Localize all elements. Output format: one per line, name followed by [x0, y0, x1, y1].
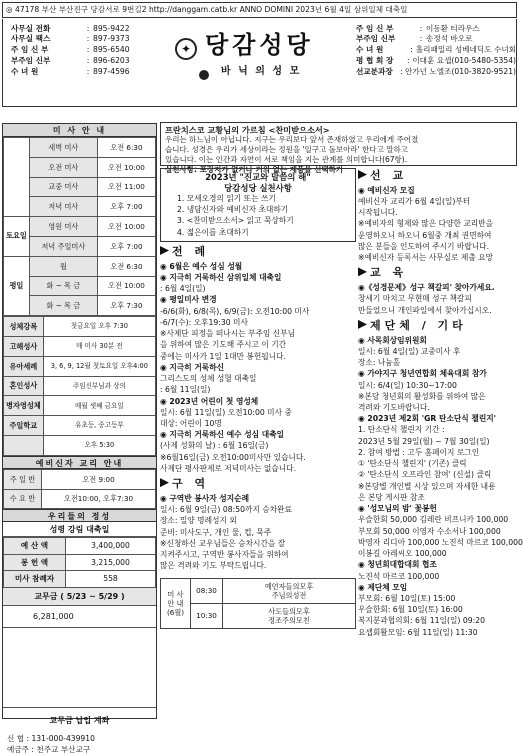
sacrament-value: 3, 6, 9, 12월 첫토요일 오후4:00: [43, 356, 155, 376]
group-line: 은 본당 게시판 참조: [358, 492, 425, 502]
liturgy-line: 중에는 미사가 1일 1대만 봉헌됩니다.: [160, 351, 286, 361]
info-colon: :: [86, 23, 90, 33]
group-line: 일시: 6월 4일(일) 교중미사 후: [358, 346, 461, 356]
mass-row: [4, 256, 156, 276]
sacrament-name: 주일학교: [4, 416, 44, 436]
group-line: 복지분과협의회: 6월 11일(일) 09:20: [358, 616, 486, 626]
liturgy-line: ※6월16일(금) 오전10:00미사만 있습니다.: [160, 452, 306, 462]
district-line: ◉ 구역반 봉사자 성지순례: [160, 493, 249, 503]
year-subtitle: 당감성당 실천사항: [224, 182, 292, 193]
sacrament-row: [4, 435, 156, 455]
info-row: [356, 34, 516, 45]
catechumen-row: [4, 489, 156, 509]
group-line: 요셉회활모임: 6월 11일(일) 11:30: [358, 627, 478, 637]
catechumen-time: 오전 9:00: [42, 469, 156, 489]
info-row: [356, 66, 516, 77]
mass-name: 저녁 미사: [29, 197, 97, 217]
group-line: ① '탄소단식 챌린지' (기존) 클릭: [358, 459, 467, 469]
mission-line: 많은 분들을 인도하여 주시기 바랍니다.: [358, 241, 490, 251]
seal-icon: ✦: [175, 38, 197, 60]
mission-line: ※예비신자 등록서는 사무실로 제출 요망: [358, 253, 494, 263]
pope-teaching-line: 우리는 하느님이 아닙니다. 지구는 우리보다 앞서 존재하였고 우리에게 주어졌: [165, 135, 419, 145]
sacrament-value: 유초등, 중고등부: [43, 416, 155, 436]
info-row: [356, 45, 516, 56]
group-line: 우슬한회 50,000 김레란 비프니카 100,000: [358, 515, 509, 525]
group-line: 2023년 5월 29일(월) ~ 7월 30일(일): [358, 436, 490, 446]
mass-name: 화 ~ 목 금: [29, 276, 97, 296]
play-icon: [160, 246, 169, 255]
offering-row: [4, 554, 156, 570]
mission-line: 시작됩니다.: [358, 208, 398, 218]
catechumen-title: 예비신자 교리 안내: [3, 456, 156, 469]
info-row: [11, 66, 159, 77]
group-line: ② '탄소단식 오프라인 참여' (신설) 클릭: [358, 470, 492, 480]
offering-label: 미사 참례자: [4, 571, 66, 587]
schedule-time: 08:30: [191, 578, 223, 603]
offering-row: [4, 538, 156, 554]
group-line: ◉ 청년회대합대회 협조: [358, 560, 437, 570]
mass-time: 오전 11:00: [97, 177, 155, 197]
sacrament-value: 오후 5:30: [43, 435, 155, 455]
mass-time: 오후 7:30: [97, 296, 155, 316]
info-colon: :: [86, 56, 90, 66]
liturgy-heading: 전 례: [160, 245, 356, 259]
district-line: 지켜주시고, 구역반 봉사자들을 위하여: [160, 550, 289, 560]
liturgy-line: -6/6(화), 6/8(목), 6/9(금): 오전10:00 미사: [160, 306, 310, 316]
offering-value: 3,215,000: [66, 554, 156, 570]
mass-group: 평일: [4, 256, 30, 315]
info-row: [11, 45, 159, 56]
liturgy-line: ◉ 지극히 거룩하신 예수 성심 대축일: [160, 430, 285, 440]
liturgy-line: : 6월 11일(일): [160, 385, 211, 395]
sacrament-row: [4, 317, 156, 337]
sacrament-value: 주임신부님과 상의: [43, 376, 155, 396]
schedule-time: 10:30: [191, 603, 223, 628]
group-heading: 제단체 / 기타: [358, 319, 517, 333]
info-colon: :: [86, 66, 90, 76]
staff-info-right: [356, 23, 516, 77]
schedule-row: [161, 578, 356, 603]
offering-title: 우리들의 정성: [3, 509, 156, 522]
sacrament-row: [4, 376, 156, 396]
info-label: 평 협 회 장: [356, 56, 394, 66]
offering-label: 봉 헌 액: [4, 554, 66, 570]
mass-group: 토요일: [4, 217, 30, 257]
liturgy-line: ◉ 평일미사 변경: [160, 295, 217, 305]
top-address-bar: [2, 2, 517, 18]
mass-row: [4, 217, 156, 237]
liturgy-line: ◉ 2023년 어린이 첫 영성체: [160, 396, 259, 406]
info-label: 주 임 신 부: [11, 45, 49, 55]
mass-name: 월: [29, 256, 97, 276]
tithe-amount: 6,281,000: [3, 606, 156, 628]
sacrament-name: 성체강복: [4, 317, 44, 337]
catechumen-table: [3, 469, 156, 510]
sacrament-value: 첫금요일 오후 7:30: [43, 317, 155, 337]
education-heading: 교 육: [358, 266, 517, 280]
info-value: 안가넌 노엘조(010-3820-9521): [405, 66, 516, 76]
offering-value: 558: [66, 571, 156, 587]
right-column: [358, 123, 523, 719]
address-text: ◎ 47178 부산 부산진구 당감서로 9번길2 http://danggam.catb.kr ANNO DOMINI 2023년 6월 4일 삼위일체 대축일: [6, 5, 408, 15]
group-line: ※본당 청년회의 활성화를 위하여 많은: [358, 391, 486, 401]
pope-teaching-title: 프란치스코 교황님의 가르침 <찬미받으소서>: [165, 125, 330, 135]
year-item: 4. 젊은이를 초대하기: [177, 227, 249, 237]
mass-name: 화 ~ 목 금: [29, 296, 97, 316]
middle-column: [160, 168, 356, 719]
mass-time: 오전 10:00: [97, 157, 155, 177]
group-line: 부모회 50,000 이영자 수소서나 100,000: [358, 526, 501, 536]
info-value: 이동환 티라우스: [426, 23, 480, 33]
mass-time: 오후 7:00: [97, 197, 155, 217]
play-icon: [358, 170, 367, 179]
bank-account: 신 협 : 131-000-439910: [7, 733, 95, 743]
schedule-row: [161, 603, 356, 628]
offering-row: [4, 571, 156, 587]
schedule-desc: 사도들의모후 정조주의모친: [223, 603, 356, 628]
group-line: 격려와 기도바랍니다.: [358, 403, 430, 412]
mass-time: 오전 10:00: [97, 217, 155, 237]
offering-label: 예 산 액: [4, 538, 66, 554]
info-colon: :: [407, 56, 410, 66]
parish-title: 당감성당: [205, 31, 314, 59]
mass-name: 영원 미사: [29, 217, 97, 237]
group-line: 부모회: 6월 10일(토) 15:00: [358, 593, 456, 603]
education-line: ◉《성경문제》성구 책갈피' 찾아가세요.: [358, 283, 495, 293]
group-line: ◉ 사목회상임위원회: [358, 335, 427, 345]
info-colon: :: [400, 66, 403, 76]
pope-teaching-line: 실천사항: 포장지가 없거나 거의 없는 제품을 선택하기: [165, 165, 344, 175]
info-value: 홀리패밀리 성베네딕도 수녀회: [415, 45, 516, 55]
group-line: ◉ 제단체 모임: [358, 582, 408, 592]
info-label: 선교분과장: [356, 66, 393, 76]
district-line: 일시: 6월 9일(금) 08:50까지 승차완료: [160, 505, 292, 515]
sacrament-name: [4, 435, 44, 455]
play-icon: [358, 320, 367, 329]
liturgy-line: ◉ 6월은 예수 성심 성월: [160, 261, 243, 271]
sacrament-value: 매월 셋째 금요일: [43, 396, 155, 416]
sidebar: [2, 123, 157, 754]
mass-time: 오후 7:00: [97, 236, 155, 256]
district-line: 장소: 밀양 명례성지 외: [160, 516, 237, 526]
liturgy-line: 그리스도의 성체 성혈 대축일: [160, 374, 257, 384]
sacrament-value: 매 미사 30분 전: [43, 336, 155, 356]
info-label: 수 녀 원: [11, 66, 39, 76]
group-line: 2. 참여 방법 : 고두 홈페이지 로그인: [358, 447, 480, 457]
group-line: 박영자 리디아 100,000 노진석 마르코 100,000: [358, 537, 523, 547]
mission-line: ※예비자의 형제와 많은 다양한 교리반을: [358, 219, 494, 229]
info-colon: :: [410, 45, 413, 55]
sidebar-spacer: [3, 628, 156, 708]
group-line: ◉ 가야지구 청년연합회 체육대회 참가: [358, 369, 487, 379]
june-mass-table: [160, 578, 356, 629]
mass-time: 오전 10:00: [97, 276, 155, 296]
sacrament-name: 혼인성사: [4, 376, 44, 396]
info-label: 부주임 신부: [11, 56, 51, 66]
liturgy-line: ◉ 지극히 거룩하신: [160, 362, 225, 372]
mass-guide-title: 미 사 안 내: [3, 124, 156, 137]
schedule-label: 미 사 안 내 (6월): [161, 578, 191, 628]
mass-time: 오전 6:30: [97, 256, 155, 276]
info-value: 897-4596: [93, 66, 130, 76]
info-label: 사무실 팩스: [11, 34, 51, 44]
info-colon: :: [419, 34, 423, 44]
mission-line: 예비신자 교리가 6월 4일(일)부터: [358, 196, 471, 206]
mass-name: 저녁 주일미사: [29, 236, 97, 256]
district-heading: 구 역: [160, 477, 356, 491]
year-item: 3. <찬미받으소서> 읽고 묵상하기: [177, 216, 294, 226]
district-line: 많은 격려와 기도 부탁드립니다.: [160, 561, 267, 571]
tithe-period: 교무금 ( 5/23 ~ 5/29 ): [3, 588, 156, 606]
sacrament-table: [3, 316, 156, 456]
catechumen-name: 주 일 반: [4, 469, 42, 489]
sacrament-row: [4, 336, 156, 356]
sacrament-row: [4, 356, 156, 376]
sacrament-name: 고해성사: [4, 336, 44, 356]
info-colon: :: [419, 23, 423, 33]
liturgy-line: 사제단 평사판제로 저녁미사는 없습니다.: [160, 463, 297, 473]
group-line: 일시: 6/4(일) 10:30~17:00: [358, 380, 457, 390]
info-label: 주 임 신 부: [356, 23, 394, 33]
info-row: [11, 34, 159, 45]
info-label: 부주임 신부: [356, 34, 396, 44]
mass-name: 새벽 미사: [29, 138, 97, 158]
info-value: 897-9373: [93, 34, 130, 44]
liturgy-line: -6/7(수): 오후19:30 미사: [160, 317, 248, 327]
catechumen-name: 수 요 반: [4, 489, 42, 509]
offering-table: [3, 537, 156, 587]
mass-row: [4, 138, 156, 158]
liturgy-line: (사제 성화의 날) : 6월 16일(금): [160, 441, 269, 451]
group-line: 1. 탄소단식 챌린지 기간 :: [358, 425, 445, 435]
group-line: 이봉길 아레씨오 100,000: [358, 549, 447, 559]
info-label: 사무실 전화: [11, 23, 51, 33]
schedule-desc: 예언자들의모후 주님의성전: [223, 578, 356, 603]
catechumen-time: 오전10:00, 오후7:30: [42, 489, 156, 509]
info-colon: :: [86, 45, 90, 55]
year-item: 2. 냉담신자와 예비신자 초대하기: [177, 205, 289, 215]
pope-teaching-line: 있습니다. 이는 인간과 자연이 서로 책임을 지는 관계를 의미합니다(67항).: [165, 155, 408, 165]
dot-icon: [199, 70, 209, 80]
info-value: 송정석 바오로: [426, 34, 473, 44]
education-line: 만들었으니 개인파일에서 찾아가십시오.: [358, 305, 492, 315]
play-icon: [160, 478, 169, 487]
parish-subtitle: 바 닉 의 성 모: [221, 66, 302, 77]
mass-name: 교중 미사: [29, 177, 97, 197]
mass-group: [4, 138, 30, 217]
mass-name: 오전 미사: [29, 157, 97, 177]
liturgy-line: 대상: 어린이 10명: [160, 418, 222, 428]
info-row: [11, 55, 159, 66]
mission-heading: 선 교: [358, 169, 517, 183]
catechumen-row: [4, 469, 156, 489]
offering-value: 3,400,000: [66, 538, 156, 554]
year-item: 1. 모세오경의 읽기 또는 쓰기: [177, 194, 276, 203]
group-line: 장소: 나눔홀: [358, 358, 401, 368]
mass-time: 오전 6:30: [97, 138, 155, 158]
info-value: 895-6540: [93, 45, 130, 55]
mission-line: 운영하오니 하오니 6월중 개최 권면하여: [358, 230, 492, 240]
play-icon: [358, 267, 367, 276]
sacrament-name: 병자영성체: [4, 396, 44, 416]
liturgy-line: 을 위하여 많은 기도해 주시고 이 기간: [160, 340, 287, 350]
mass-schedule-table: [3, 137, 156, 316]
district-line: ※신청하신 교우님들은 승차시간을 잘: [160, 538, 286, 548]
info-row: [356, 23, 516, 34]
info-value: 이대훈 요셉(010-5480-5354): [412, 56, 516, 66]
district-line: 준비: 미사도구, 개인 물, 컵, 묵주: [160, 527, 272, 537]
liturgy-line: ※사제단 피정을 떠나시는 부주임 신부님: [160, 329, 296, 339]
bank-holder: 예금주 : 천주교 부산교구: [7, 745, 91, 754]
contact-info-left: [11, 23, 159, 77]
sacrament-row: [4, 416, 156, 436]
group-line: 우슬한회: 6월 10일(토) 16:00: [358, 605, 463, 615]
sacrament-name: 유아세례: [4, 356, 44, 376]
pope-teaching-line: 습니다. 성경은 우리가 세상이라는 정원을 '일구고 돌보아라' 한다고 말하고: [165, 145, 408, 155]
liturgy-line: ◉ 지극히 거룩하신 삼위일체 대축일: [160, 272, 282, 282]
info-colon: :: [86, 34, 90, 44]
liturgy-line: 일시: 6월 11일(일) 오전10:00 미사 중: [160, 407, 292, 417]
logo-block: [175, 26, 345, 86]
mission-line: ◉ 예비신자 모집: [358, 185, 415, 195]
group-line: ◉ 2023년 제2회 'GR 탄소단식 챌린지': [358, 414, 497, 424]
education-line: 창세기 마치고 무현매 성구 책갈피: [358, 294, 472, 304]
info-row: [11, 23, 159, 34]
liturgy-line: : 6월 4일(일): [160, 284, 206, 294]
info-label: 수 녀 원: [356, 45, 384, 55]
year-title: 2023년 "진교와 말씀의 해": [205, 172, 311, 182]
group-line: ◉ '성모님의 밤' 꽃봉헌: [358, 504, 437, 514]
offering-subtitle: 성령 강림 대축일: [3, 522, 156, 537]
bank-title: 교무금 납입 계좌: [49, 715, 110, 725]
info-value: 896-6203: [93, 56, 130, 66]
info-value: 895-9422: [93, 23, 130, 33]
sacrament-row: [4, 396, 156, 416]
year-theme-box: [160, 168, 356, 242]
group-line: 노진석 마르코 100,000: [358, 571, 440, 581]
group-line: ※본당별 개인별 시상 있으며 자세한 내용: [358, 481, 496, 491]
info-row: [356, 55, 516, 66]
